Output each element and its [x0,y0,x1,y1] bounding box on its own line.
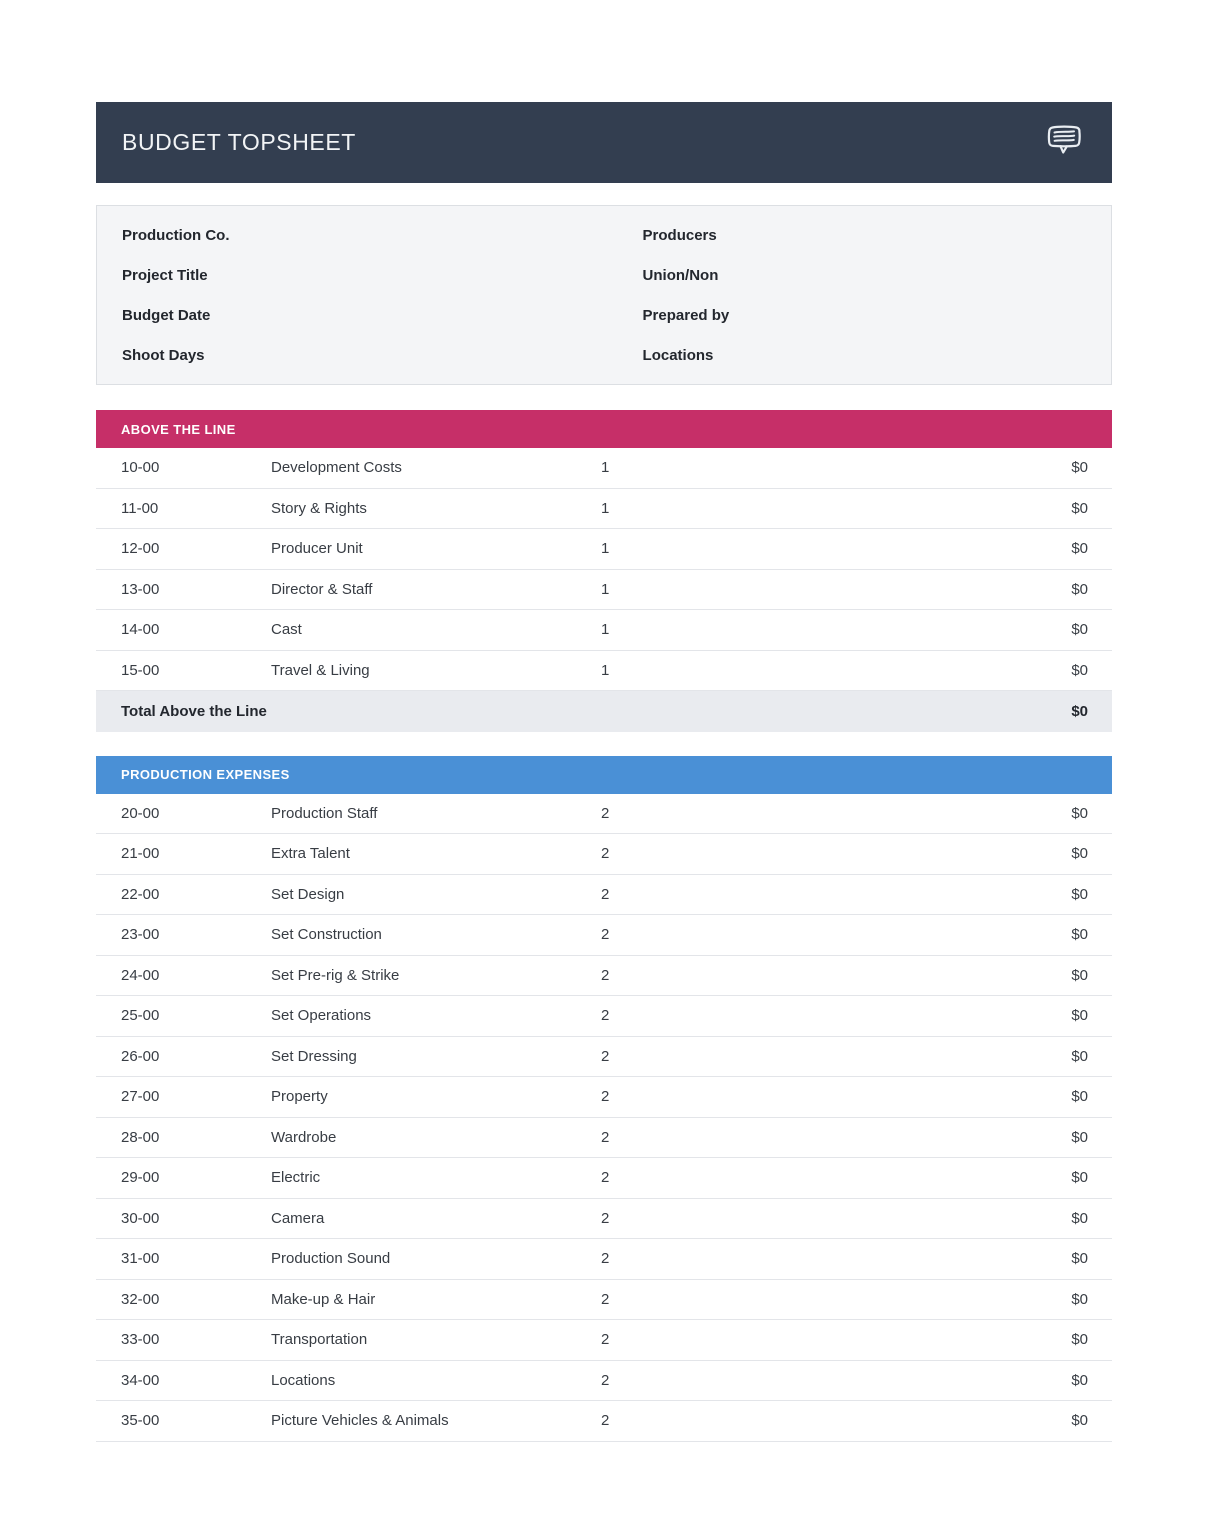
row-description: Property [271,1088,328,1106]
row-page-number: 1 [601,661,610,679]
row-description: Story & Rights [271,499,367,517]
row-code: 34-00 [121,1371,160,1389]
info-label-project-title: Project Title [122,266,208,284]
row-page-number: 2 [601,1209,610,1227]
table-row [96,1361,1112,1402]
table-row [96,570,1112,611]
info-label-prepared-by: Prepared by [642,306,730,324]
production-expenses-rows [96,794,1112,1442]
row-page-number: 1 [601,540,610,558]
row-description: Production Staff [271,804,378,822]
page-title: BUDGET TOPSHEET [122,129,356,155]
row-code: 10-00 [121,459,160,477]
section-header-above-the-line [96,410,1112,448]
row-amount: $0 [1071,1412,1088,1430]
row-amount: $0 [1071,1371,1088,1389]
info-label-budget-date: Budget Date [122,306,211,324]
row-code: 24-00 [121,966,160,984]
row-description: Production Sound [271,1250,391,1268]
row-page-number: 1 [601,580,610,598]
section-above-the-line [96,410,1112,732]
row-page-number: 2 [601,845,610,863]
row-description: Make-up & Hair [271,1290,376,1308]
row-description: Cast [271,621,302,639]
row-description: Extra Talent [271,845,350,863]
row-amount: $0 [1071,1290,1088,1308]
row-code: 31-00 [121,1250,160,1268]
row-amount: $0 [1071,540,1088,558]
row-description: Travel & Living [271,661,370,679]
table-row [96,610,1112,651]
row-page-number: 2 [601,1371,610,1389]
row-description: Picture Vehicles & Animals [271,1412,449,1430]
table-row [96,1280,1112,1321]
info-panel [96,205,1112,385]
section-production-expenses [96,756,1112,1442]
row-amount: $0 [1071,966,1088,984]
table-row [96,1320,1112,1361]
row-description: Director & Staff [271,580,373,598]
row-page-number: 2 [601,804,610,822]
row-description: Set Dressing [271,1047,357,1065]
row-code: 28-00 [121,1128,160,1146]
row-page-number: 1 [601,621,610,639]
table-row [96,794,1112,835]
row-page-number: 2 [601,1128,610,1146]
row-amount: $0 [1071,1169,1088,1187]
row-description: Transportation [271,1331,368,1349]
info-label-union-non: Union/Non [642,266,719,284]
row-code: 20-00 [121,804,160,822]
row-page-number: 2 [601,1331,610,1349]
row-code: 15-00 [121,661,160,679]
row-amount: $0 [1071,1128,1088,1146]
row-amount: $0 [1071,885,1088,903]
total-row [96,691,1112,732]
row-description: Set Design [271,885,345,903]
row-code: 27-00 [121,1088,160,1106]
table-row [96,1077,1112,1118]
row-description: Set Construction [271,926,382,944]
row-amount: $0 [1071,580,1088,598]
table-row [96,956,1112,997]
row-description: Electric [271,1169,321,1187]
row-description: Producer Unit [271,540,363,558]
row-code: 32-00 [121,1290,160,1308]
header-bar [96,102,1112,183]
row-code: 12-00 [121,540,160,558]
row-code: 30-00 [121,1209,160,1227]
row-code: 11-00 [121,499,159,517]
row-amount: $0 [1071,661,1088,679]
row-amount: $0 [1071,1209,1088,1227]
row-amount: $0 [1071,1047,1088,1065]
info-label-production-co: Production Co. [122,226,230,244]
row-page-number: 2 [601,885,610,903]
row-page-number: 2 [601,1250,610,1268]
section-title: ABOVE THE LINE [121,421,236,437]
row-page-number: 2 [601,1290,610,1308]
row-code: 21-00 [121,845,160,863]
row-amount: $0 [1071,1007,1088,1025]
row-amount: $0 [1071,1331,1088,1349]
section-header-production-expenses [96,756,1112,794]
row-description: Set Operations [271,1007,372,1025]
row-code: 35-00 [121,1412,160,1430]
total-amount: $0 [1071,702,1088,720]
info-column-left [122,215,643,375]
table-row [96,1118,1112,1159]
row-page-number: 1 [601,459,610,477]
row-page-number: 2 [601,926,610,944]
comment-button[interactable] [1044,123,1084,162]
row-code: 25-00 [121,1007,160,1025]
section-title: PRODUCTION EXPENSES [121,767,290,782]
row-code: 26-00 [121,1047,160,1065]
info-column-right [643,215,1086,375]
row-page-number: 2 [601,1412,610,1430]
row-page-number: 1 [601,499,610,517]
table-row [96,529,1112,570]
info-label-locations: Locations [642,346,714,364]
row-page-number: 2 [601,1007,610,1025]
row-description: Wardrobe [271,1128,337,1146]
info-label-producers: Producers [642,226,717,244]
info-label-shoot-days: Shoot Days [122,346,205,364]
row-description: Locations [271,1371,336,1389]
table-row [96,489,1112,530]
row-page-number: 2 [601,1088,610,1106]
row-code: 14-00 [121,621,160,639]
table-row [96,834,1112,875]
table-row [96,1401,1112,1442]
row-amount: $0 [1071,804,1088,822]
row-amount: $0 [1071,499,1088,517]
row-amount: $0 [1071,926,1088,944]
row-description: Development Costs [271,459,402,477]
total-label: Total Above the Line [121,702,267,720]
comment-icon [1044,123,1084,162]
table-row [96,915,1112,956]
table-row [96,1037,1112,1078]
table-row [96,448,1112,489]
above-the-line-rows [96,448,1112,691]
row-amount: $0 [1071,1250,1088,1268]
row-amount: $0 [1071,621,1088,639]
row-page-number: 2 [601,966,610,984]
table-row [96,1239,1112,1280]
table-row [96,651,1112,692]
row-code: 33-00 [121,1331,160,1349]
row-code: 13-00 [121,580,160,598]
row-page-number: 2 [601,1047,610,1065]
table-row [96,996,1112,1037]
row-description: Set Pre-rig & Strike [271,966,400,984]
table-row [96,1199,1112,1240]
row-code: 29-00 [121,1169,160,1187]
table-row [96,875,1112,916]
row-code: 22-00 [121,885,160,903]
row-description: Camera [271,1209,325,1227]
row-amount: $0 [1071,1088,1088,1106]
table-row [96,1158,1112,1199]
row-amount: $0 [1071,845,1088,863]
row-page-number: 2 [601,1169,610,1187]
row-amount: $0 [1071,459,1088,477]
row-code: 23-00 [121,926,160,944]
